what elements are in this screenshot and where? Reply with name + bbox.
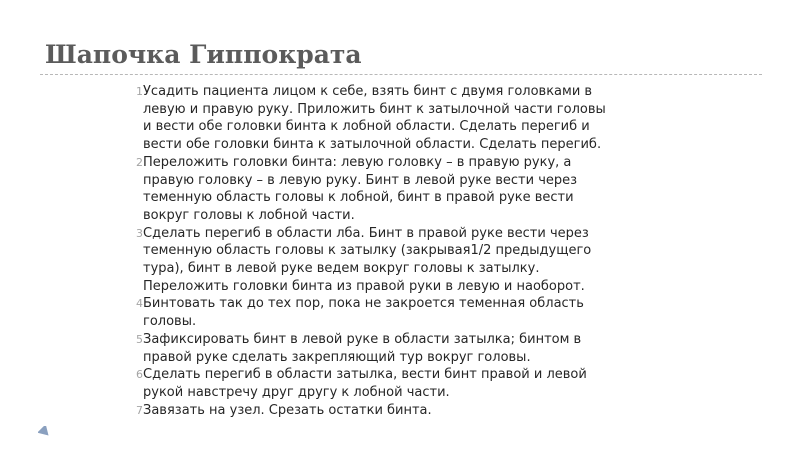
- step-item: [137, 225, 677, 296]
- step-line: и вести обе головки бинта к лобной области. Сделать перегиб и: [143, 119, 590, 135]
- step-item: [137, 295, 677, 330]
- step-line: Сделать перегиб в области затылка, вести бинт правой и левой: [143, 367, 587, 383]
- step-number: 3: [136, 226, 143, 240]
- step-line: Бинтовать так до тех пор, пока не закроется теменная область: [143, 296, 584, 312]
- step-line: теменную область головы к лобной, бинт в правой руке вести: [143, 190, 574, 206]
- step-item: [137, 154, 677, 225]
- step-line: вокруг головы к лобной части.: [143, 207, 355, 223]
- step-number: 2: [136, 155, 143, 169]
- step-item: [137, 366, 677, 401]
- step-line: головы.: [143, 314, 197, 330]
- step-line: Переложить головки бинта: левую головку – в правую руку, а: [143, 154, 572, 170]
- title-divider: [40, 74, 762, 75]
- step-line: Завязать на узел. Срезать остатки бинта.: [143, 402, 432, 418]
- step-number: 6: [136, 368, 143, 382]
- step-line: вести обе головки бинта к затылочной области. Сделать перегиб.: [143, 137, 602, 153]
- step-line: правую головку – в левую руку. Бинт в левой руке вести через: [143, 172, 578, 188]
- step-line: теменную область головы к затылку (закрывая1/2 предыдущего: [143, 243, 592, 259]
- step-number: 4: [136, 297, 143, 311]
- slide-title: Шапочка Гиппократа: [45, 40, 362, 69]
- step-number: 7: [136, 403, 143, 417]
- step-line: Сделать перегиб в области лба. Бинт в правой руке вести через: [143, 225, 589, 241]
- step-item: [137, 331, 677, 366]
- step-line: правой руке сделать закрепляющий тур вокруг головы.: [143, 349, 531, 365]
- step-line: Зафиксировать бинт в левой руке в области затылка; бинтом в: [143, 331, 582, 347]
- step-line: тура), бинт в левой руке ведем вокруг головы к затылку.: [143, 261, 540, 277]
- step-line: рукой навстречу друг другу к лобной части.: [143, 384, 450, 400]
- step-item: [137, 83, 677, 154]
- arrow-shape: [38, 426, 52, 438]
- back-arrow-icon[interactable]: [38, 423, 52, 435]
- step-line: левую и правую руку. Приложить бинт к затылочной части головы: [143, 101, 606, 117]
- steps-list: [137, 83, 677, 419]
- step-line: Усадить пациента лицом к себе, взять бинт с двумя головками в: [143, 84, 593, 99]
- step-number: 5: [136, 332, 143, 346]
- step-number: 1: [136, 85, 143, 98]
- back-arrow-icon-shape: [38, 426, 52, 438]
- step-line: Переложить головки бинта из правой руки в левую и наоборот.: [143, 278, 585, 294]
- step-item: [137, 402, 677, 420]
